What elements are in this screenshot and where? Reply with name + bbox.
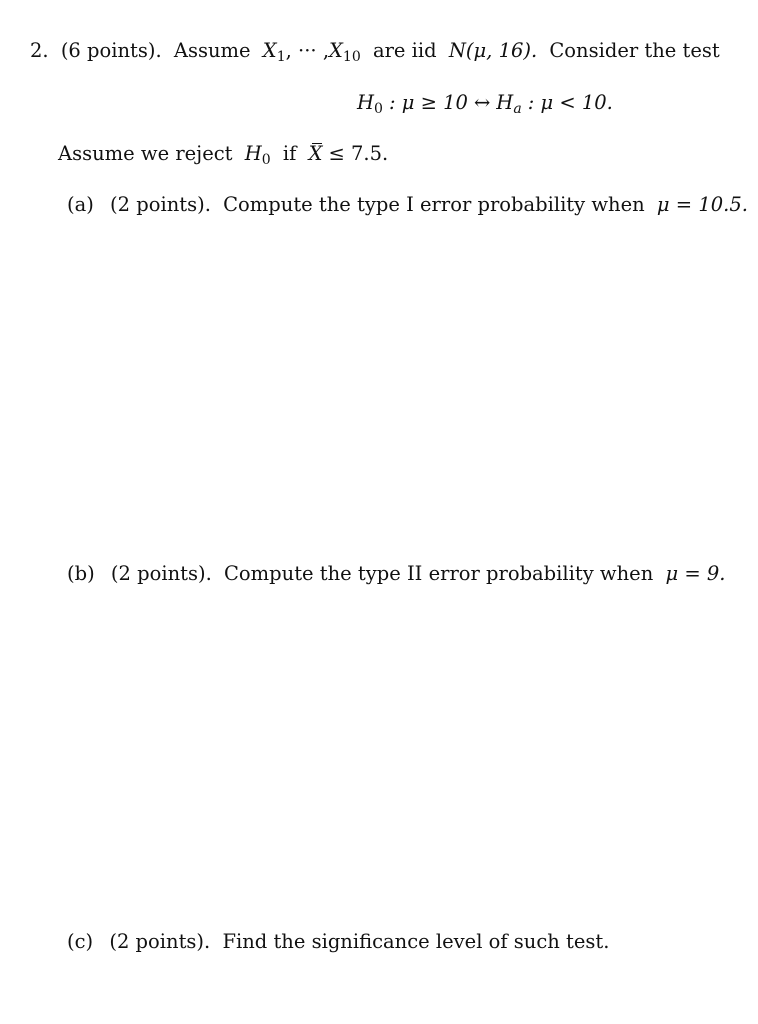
- answer-space-a[interactable]: [30, 225, 728, 545]
- assume-word: Assume: [173, 39, 251, 62]
- part-math: μ = 10.5.: [656, 193, 748, 216]
- sub-10: 10: [342, 48, 361, 65]
- h0-sub: 0: [374, 100, 383, 117]
- part-b: [67, 564, 726, 584]
- part-text: Find the significance level of such test.: [222, 930, 610, 953]
- part-a: [67, 195, 748, 215]
- consider-text: Consider the test: [549, 39, 720, 62]
- reject-h-letter: H: [244, 142, 262, 165]
- part-text: Compute the type I error probability when: [223, 193, 645, 216]
- part-math: μ = 9.: [665, 562, 726, 585]
- answer-space-c[interactable]: [30, 962, 728, 1012]
- sample-mean-xbar: X: [308, 142, 323, 165]
- ellipsis: , ··· ,: [285, 39, 330, 62]
- sub-1: 1: [276, 48, 286, 65]
- problem-points: (6 points).: [60, 39, 162, 62]
- hypotheses-display: [357, 93, 613, 116]
- part-points: (2 points).: [109, 930, 211, 953]
- h0-condition: : μ ≥ 10: [388, 91, 468, 114]
- reject-condition: ≤ 7.5.: [328, 142, 389, 165]
- problem-number: 2.: [30, 39, 49, 62]
- ha-letter: H: [496, 91, 514, 114]
- var-x1: X: [262, 39, 277, 62]
- are-iid: are iid: [372, 39, 437, 62]
- var-x10: X: [329, 39, 343, 62]
- equivalence-arrow: ↔: [473, 91, 491, 114]
- part-points: (2 points).: [110, 562, 212, 585]
- dist-n: N: [448, 39, 466, 62]
- answer-space-b[interactable]: [30, 594, 728, 914]
- part-label: (b): [67, 562, 95, 585]
- dist-args: (μ, 16).: [465, 39, 538, 62]
- reject-rule: [58, 144, 388, 167]
- ha-sub: a: [513, 100, 522, 117]
- part-label: (c): [67, 930, 94, 953]
- h0-letter: H: [357, 91, 375, 114]
- part-c: [67, 932, 609, 952]
- part-points: (2 points).: [110, 193, 211, 216]
- ha-condition: : μ < 10.: [527, 91, 613, 114]
- problem-statement: [30, 41, 720, 64]
- if-word: if: [282, 142, 297, 165]
- part-label: (a): [67, 193, 94, 216]
- part-text: Compute the type II error probability when: [224, 562, 654, 585]
- reject-h-sub: 0: [261, 151, 271, 168]
- reject-prefix: Assume we reject: [58, 142, 233, 165]
